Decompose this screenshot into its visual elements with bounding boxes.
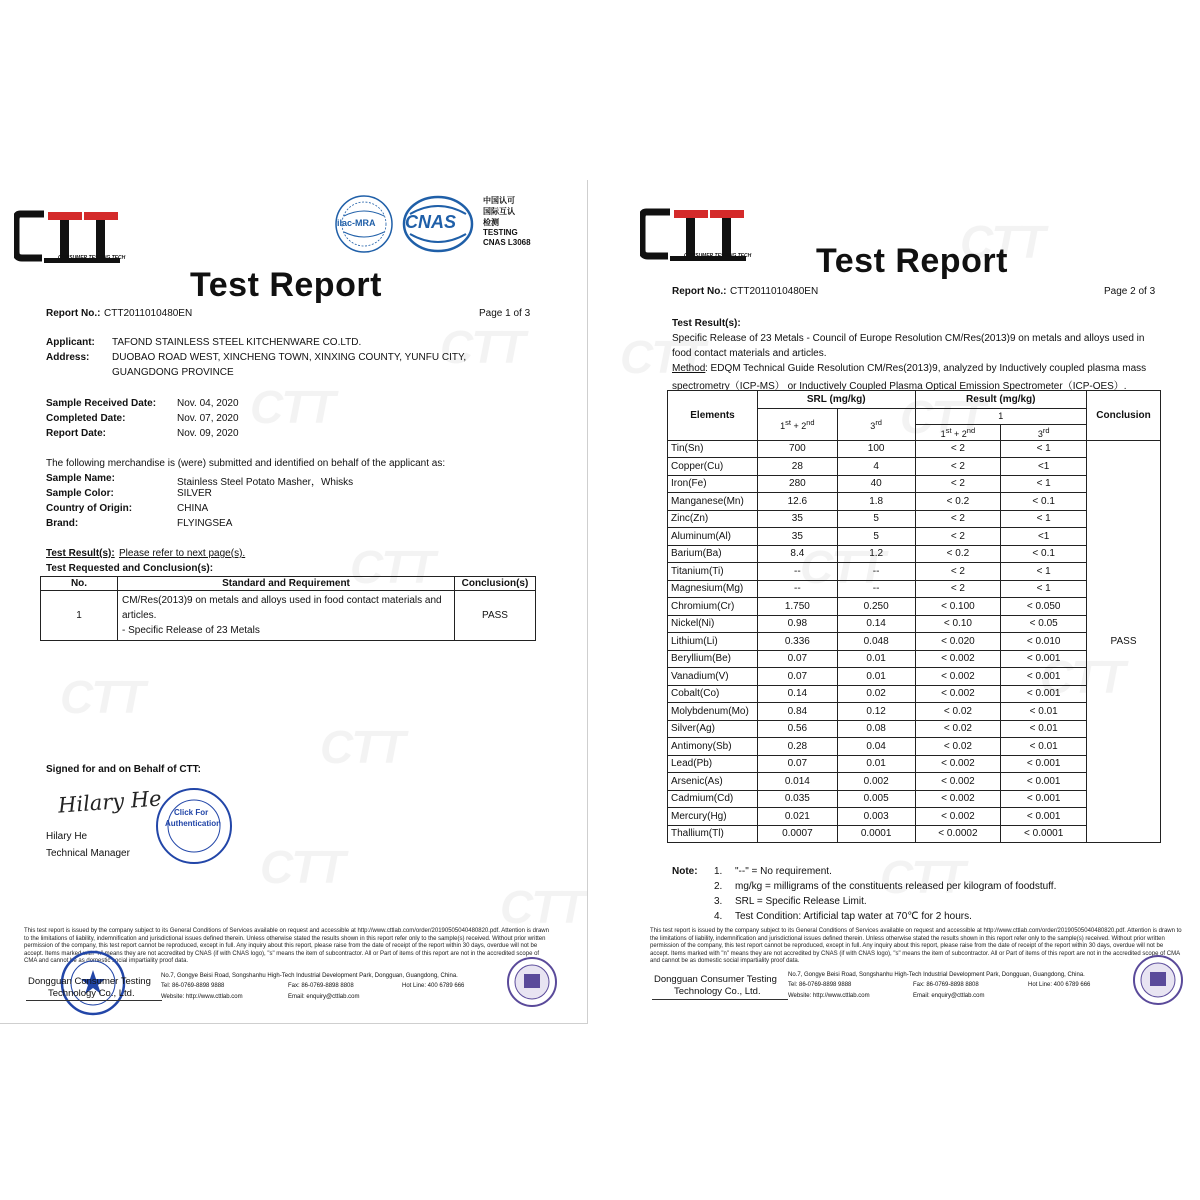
footer-email[interactable]: Email: enquiry@cttlab.com — [913, 993, 985, 999]
note-text: "--" = No requirement. — [735, 866, 832, 877]
column-header: Conclusion(s) — [455, 577, 536, 591]
company-name-1: Dongguan Consumer Testing — [654, 974, 777, 985]
srl-12-cell: 0.84 — [757, 703, 837, 721]
column-header: No. — [41, 577, 118, 591]
srl-12-cell: 0.98 — [757, 615, 837, 633]
element-cell: Mercury(Hg) — [668, 808, 758, 826]
srl-12-cell: 0.56 — [757, 720, 837, 738]
srl-3-cell: 0.003 — [837, 808, 915, 826]
srl-3-cell: 0.048 — [837, 633, 915, 651]
srl-3-cell: 0.002 — [837, 773, 915, 791]
merchandise-intro: The following merchandise is (were) submitted and identified on behalf of the applicant as: — [46, 458, 446, 469]
result-12-cell: < 2 — [915, 510, 1001, 528]
footer-email[interactable]: Email: enquiry@cttlab.com — [288, 994, 360, 1000]
report-date: Nov. 09, 2020 — [177, 428, 239, 439]
report-no-label: Report No.: — [672, 286, 727, 297]
standard-line: articles. — [122, 610, 157, 621]
result-12-cell: < 2 — [915, 563, 1001, 581]
result-3-cell: < 0.1 — [1001, 493, 1087, 511]
srl-12-cell: 35 — [757, 528, 837, 546]
column-header-result: Result (mg/kg) — [915, 391, 1087, 409]
srl-12-cell: 0.28 — [757, 738, 837, 756]
result-12-cell: < 0.02 — [915, 720, 1001, 738]
footer-fax: Fax: 86-0769-8898 8808 — [288, 983, 354, 989]
sub-header-result-12: 1st + 2nd — [915, 424, 1001, 440]
srl-3-cell: 0.08 — [837, 720, 915, 738]
watermark — [440, 320, 523, 374]
sample-name: Stainless Steel Potato Masher，Whisks — [177, 477, 354, 488]
result-12-cell: < 0.10 — [915, 615, 1001, 633]
srl-3-cell: 0.01 — [837, 668, 915, 686]
results-line-2: food contact materials and articles. — [672, 348, 827, 359]
srl-12-cell: 35 — [757, 510, 837, 528]
column-header-conclusion: Conclusion — [1087, 391, 1161, 441]
sample-color-label: Sample Color: — [46, 488, 114, 499]
srl-12-cell: 280 — [757, 475, 837, 493]
element-cell: Zinc(Zn) — [668, 510, 758, 528]
signer-name: Hilary He — [46, 831, 88, 842]
watermark — [260, 840, 343, 894]
report-date-label: Report Date: — [46, 428, 107, 439]
page-number: Page 2 of 3 — [1104, 286, 1156, 297]
srl-3-cell: -- — [837, 580, 915, 598]
srl-12-cell: 0.07 — [757, 668, 837, 686]
srl-3-cell: 0.005 — [837, 790, 915, 808]
srl-3-cell: 0.0001 — [837, 825, 915, 843]
cnas-cn-1: 中国认可 — [483, 196, 515, 205]
result-3-cell: < 0.001 — [1001, 808, 1087, 826]
row-number: 1 — [41, 591, 118, 641]
report-page-1 — [0, 180, 588, 1024]
element-cell: Beryllium(Be) — [668, 650, 758, 668]
result-12-cell: < 0.02 — [915, 703, 1001, 721]
received-date-label: Sample Received Date: — [46, 398, 157, 409]
srl-3-cell: 0.02 — [837, 685, 915, 703]
srl-12-cell: 1.750 — [757, 598, 837, 616]
srl-12-cell: 0.0007 — [757, 825, 837, 843]
disclaimer: This test report is issued by the company subject to its General Conditions of Services available on request and accessible at http://www.cttlab.com/order/20190505040480820.pdf. Attention is drawn to the limitations of liability, indemnification and jurisdictional issues defined therein. Unless otherwise stated the results shown in this report refer only to the sample(s) received. Without prior written permission of the company, this test report cannot be reproduced, except in full. Any inquiry about this report, please raise from the date of receipt of the report within 30 days, overdue will not be accept. Items marked with "n" means they are not accredited by CNAS (if with CNAS logo), "s" means the item of subcontractor. All or Part of items of this report are not in the accredited scope of CMA and cannot be as domestic social impartiality proof data. — [650, 928, 1182, 964]
element-cell: Arsenic(As) — [668, 773, 758, 791]
sub-header-srl-3: 3rd — [837, 408, 915, 440]
company-name-2: Technology Co., Ltd. — [674, 986, 761, 997]
result-3-cell: < 0.0001 — [1001, 825, 1087, 843]
footer-tel: Tel: 86-0769-8898 9888 — [161, 983, 225, 989]
result-3-cell: <1 — [1001, 528, 1087, 546]
srl-12-cell: 0.07 — [757, 650, 837, 668]
signer-title: Technical Manager — [46, 848, 130, 859]
stamp-inner-1: Click For — [174, 808, 209, 817]
brand-label: Brand: — [46, 518, 79, 529]
srl-3-cell: 5 — [837, 510, 915, 528]
element-cell: Copper(Cu) — [668, 458, 758, 476]
result-3-cell: < 0.1 — [1001, 545, 1087, 563]
applicant-value: TAFOND STAINLESS STEEL KITCHENWARE CO.LTD. — [112, 337, 362, 348]
footer-hotline: Hot Line: 400 6789 666 — [1028, 982, 1091, 988]
result-12-cell: < 0.002 — [915, 685, 1001, 703]
srl-3-cell: -- — [837, 563, 915, 581]
note-number: 1. — [714, 866, 723, 877]
origin-label: Country of Origin: — [46, 503, 133, 514]
table-header-row — [668, 391, 1161, 409]
watermark — [250, 380, 333, 434]
result-12-cell: < 2 — [915, 475, 1001, 493]
result-3-cell: < 0.050 — [1001, 598, 1087, 616]
logo-tagline: CONSUMER TESTING TECH — [58, 255, 126, 261]
srl-12-cell: 0.021 — [757, 808, 837, 826]
conclusion-table — [40, 576, 536, 641]
address-line-1: DUOBAO ROAD WEST, XINCHENG TOWN, XINXING COUNTY, YUNFU CITY, — [112, 352, 467, 363]
result-3-cell: < 0.001 — [1001, 685, 1087, 703]
result-12-cell: < 0.002 — [915, 755, 1001, 773]
results-label: Test Result(s): — [672, 318, 741, 329]
srl-12-cell: 12.6 — [757, 493, 837, 511]
result-12-cell: < 0.0002 — [915, 825, 1001, 843]
results-label: Test Result(s): — [46, 548, 115, 559]
result-3-cell: < 1 — [1001, 440, 1087, 458]
footer-address: No.7, Gongye Beisi Road, Songshanhu High-Tech Industrial Development Park, Dongguan, Guangdong, China. — [788, 972, 1085, 978]
cnas-code: CNAS L3068 — [483, 238, 531, 247]
result-3-cell: < 0.05 — [1001, 615, 1087, 633]
company-name-1: Dongguan Consumer Testing — [28, 976, 151, 987]
table-header-row — [41, 577, 536, 591]
footer-divider — [26, 1000, 162, 1001]
company-name-2: Technology Co., Ltd. — [48, 988, 135, 999]
conclusion-cell: PASS — [455, 591, 536, 641]
watermark — [880, 850, 963, 904]
result-12-cell: < 0.020 — [915, 633, 1001, 651]
column-header: Standard and Requirement — [118, 577, 455, 591]
disclaimer: This test report is issued by the company subject to its General Conditions of Services available on request and accessible at http://www.cttlab.com/order/20190505040480820.pdf. Attention is drawn to the limitations of liability, indemnification and jurisdictional issues defined therein. Unless otherwise stated the results shown in this report refer only to the sample(s) received. Without prior written permission of the company, this test report cannot be reproduced, except in full. Any inquiry about this report, please raise from the date of receipt of the report within 30 days, overdue will not be accept. Items marked with "n" means they are not accredited by CNAS (if with CNAS logo), "s" means the item of subcontractor. All or Part of items of this report are not in the accredited scope of CMA and cannot be as domestic social impartiality proof data. — [24, 928, 549, 964]
element-cell: Molybdenum(Mo) — [668, 703, 758, 721]
ctt-logo — [14, 210, 126, 270]
watermark — [60, 670, 143, 724]
srl-3-cell: 40 — [837, 475, 915, 493]
requested-label: Test Requested and Conclusion(s): — [46, 563, 214, 574]
result-12-cell: < 2 — [915, 580, 1001, 598]
emblem-icon — [1132, 954, 1184, 1006]
report-no: CTT2011010480EN — [104, 308, 193, 319]
footer-website[interactable]: Website: http://www.cttlab.com — [788, 993, 870, 999]
result-3-cell: < 0.001 — [1001, 790, 1087, 808]
note-number: 4. — [714, 911, 723, 922]
results-text: Please refer to next page(s). — [119, 548, 246, 559]
note-text: SRL = Specific Release Limit. — [735, 896, 867, 907]
result-12-cell: < 2 — [915, 528, 1001, 546]
sample-name-label: Sample Name: — [46, 473, 115, 484]
standard-cell — [118, 591, 455, 641]
watermark — [500, 880, 583, 934]
srl-12-cell: -- — [757, 580, 837, 598]
result-12-cell: < 0.002 — [915, 668, 1001, 686]
footer-hotline: Hot Line: 400 6789 666 — [402, 983, 465, 989]
result-12-cell: < 2 — [915, 458, 1001, 476]
sub-header-result-3: 3rd — [1001, 424, 1087, 440]
srl-3-cell: 0.04 — [837, 738, 915, 756]
srl-12-cell: 0.07 — [757, 755, 837, 773]
conclusion-cell: PASS — [1087, 440, 1161, 843]
footer-fax: Fax: 86-0769-8898 8808 — [913, 982, 979, 988]
result-12-cell: < 0.02 — [915, 738, 1001, 756]
result-3-cell: < 1 — [1001, 510, 1087, 528]
srl-3-cell: 1.8 — [837, 493, 915, 511]
report-page-2 — [600, 180, 1200, 1024]
sample-color: SILVER — [177, 488, 212, 499]
srl-3-cell: 5 — [837, 528, 915, 546]
srl-12-cell: 0.035 — [757, 790, 837, 808]
element-cell: Magnesium(Mg) — [668, 580, 758, 598]
note-text: mg/kg = milligrams of the constituents released per kilogram of foodstuff. — [735, 881, 1057, 892]
standard-line: - Specific Release of 23 Metals — [122, 625, 260, 636]
element-cell: Aluminum(Al) — [668, 528, 758, 546]
element-cell: Iron(Fe) — [668, 475, 758, 493]
srl-3-cell: 1.2 — [837, 545, 915, 563]
result-12-cell: < 0.002 — [915, 808, 1001, 826]
watermark — [320, 720, 403, 774]
srl-3-cell: 0.01 — [837, 755, 915, 773]
emblem-icon — [506, 956, 558, 1008]
footer-tel: Tel: 86-0769-8898 9888 — [788, 982, 852, 988]
srl-12-cell: 0.14 — [757, 685, 837, 703]
srl-3-cell: 0.14 — [837, 615, 915, 633]
method-line-1: : EDQM Technical Guide Resolution CM/Res(2013)9, analyzed by Inductively coupled plasma mass — [705, 363, 1147, 374]
element-cell: Titanium(Ti) — [668, 563, 758, 581]
result-12-cell: < 0.002 — [915, 790, 1001, 808]
result-12-cell: < 0.002 — [915, 773, 1001, 791]
srl-12-cell: 700 — [757, 440, 837, 458]
element-cell: Lithium(Li) — [668, 633, 758, 651]
stamp-inner-2: Authentication — [165, 819, 221, 828]
sample-number: 1 — [915, 408, 1087, 424]
result-12-cell: < 0.2 — [915, 493, 1001, 511]
result-12-cell: < 2 — [915, 440, 1001, 458]
cnas-cn-2: 国际互认 — [483, 207, 515, 216]
sub-header-srl-12: 1st + 2nd — [757, 408, 837, 440]
result-3-cell: < 1 — [1001, 475, 1087, 493]
result-3-cell: < 0.001 — [1001, 773, 1087, 791]
completed-date: Nov. 07, 2020 — [177, 413, 239, 424]
footer-divider — [652, 999, 788, 1000]
note-number: 2. — [714, 881, 723, 892]
srl-3-cell: 4 — [837, 458, 915, 476]
report-no-label: Report No.: — [46, 308, 101, 319]
page-title: Test Report — [190, 266, 382, 304]
element-cell: Antimony(Sb) — [668, 738, 758, 756]
result-3-cell: < 1 — [1001, 580, 1087, 598]
note-number: 3. — [714, 896, 723, 907]
result-3-cell: < 0.01 — [1001, 703, 1087, 721]
page-number: Page 1 of 3 — [479, 308, 531, 319]
table-row — [668, 440, 1161, 458]
srl-3-cell: 100 — [837, 440, 915, 458]
page-title: Test Report — [816, 242, 1008, 280]
note-label: Note: — [672, 866, 698, 877]
results-line-1: Specific Release of 23 Metals - Council of Europe Resolution CM/Res(2013)9 on metals and alloys used in — [672, 333, 1145, 344]
result-3-cell: < 0.01 — [1001, 738, 1087, 756]
column-header-elements: Elements — [668, 391, 758, 441]
brand: FLYINGSEA — [177, 518, 233, 529]
completed-date-label: Completed Date: — [46, 413, 126, 424]
logo-tagline: CONSUMER TESTING TECH — [684, 253, 752, 259]
result-3-cell: <1 — [1001, 458, 1087, 476]
element-cell: Thallium(Tl) — [668, 825, 758, 843]
element-cell: Silver(Ag) — [668, 720, 758, 738]
metals-results-table — [667, 390, 1161, 843]
ctt-logo — [640, 208, 752, 268]
result-3-cell: < 0.001 — [1001, 650, 1087, 668]
note-text: Test Condition: Artificial tap water at 70℃ for 2 hours. — [735, 911, 972, 922]
method-label: Method — [672, 363, 706, 374]
srl-12-cell: -- — [757, 563, 837, 581]
srl-3-cell: 0.250 — [837, 598, 915, 616]
element-cell: Manganese(Mn) — [668, 493, 758, 511]
table-row — [41, 591, 536, 641]
cnas-text: CNAS — [405, 212, 457, 232]
ilac-text: ilac-MRA — [337, 218, 376, 228]
srl-12-cell: 0.336 — [757, 633, 837, 651]
result-3-cell: < 0.010 — [1001, 633, 1087, 651]
footer-address: No.7, Gongye Beisi Road, Songshanhu High-Tech Industrial Development Park, Dongguan, Guangdong, China. — [161, 973, 458, 979]
cnas-testing: TESTING — [483, 228, 518, 237]
srl-12-cell: 8.4 — [757, 545, 837, 563]
srl-3-cell: 0.01 — [837, 650, 915, 668]
address-line-2: GUANGDONG PROVINCE — [112, 367, 234, 378]
result-3-cell: < 1 — [1001, 563, 1087, 581]
element-cell: Vanadium(V) — [668, 668, 758, 686]
result-3-cell: < 0.001 — [1001, 755, 1087, 773]
srl-12-cell: 0.014 — [757, 773, 837, 791]
origin: CHINA — [177, 503, 209, 514]
element-cell: Cadmium(Cd) — [668, 790, 758, 808]
element-cell: Nickel(Ni) — [668, 615, 758, 633]
element-cell: Tin(Sn) — [668, 440, 758, 458]
result-12-cell: < 0.002 — [915, 650, 1001, 668]
result-12-cell: < 0.2 — [915, 545, 1001, 563]
cnas-cn-3: 检测 — [483, 218, 499, 227]
signed-label: Signed for and on Behalf of CTT: — [46, 764, 201, 775]
applicant-label: Applicant: — [46, 337, 95, 348]
report-no: CTT2011010480EN — [730, 286, 819, 297]
method-line-2: spectrometry（ICP-MS） or Inductively Coupled Plasma Optical Emission Spectrometer（ICP-OES）. — [672, 381, 1127, 392]
element-cell: Chromium(Cr) — [668, 598, 758, 616]
result-3-cell: < 0.001 — [1001, 668, 1087, 686]
srl-3-cell: 0.12 — [837, 703, 915, 721]
result-3-cell: < 0.01 — [1001, 720, 1087, 738]
result-12-cell: < 0.100 — [915, 598, 1001, 616]
srl-12-cell: 28 — [757, 458, 837, 476]
element-cell: Barium(Ba) — [668, 545, 758, 563]
signature: Hilary He — [57, 786, 163, 818]
element-cell: Lead(Pb) — [668, 755, 758, 773]
footer-website[interactable]: Website: http://www.cttlab.com — [161, 994, 243, 1000]
standard-line: CM/Res(2013)9 on metals and alloys used in food contact materials and — [122, 595, 442, 606]
received-date: Nov. 04, 2020 — [177, 398, 239, 409]
address-label: Address: — [46, 352, 90, 363]
element-cell: Cobalt(Co) — [668, 685, 758, 703]
column-header-srl: SRL (mg/kg) — [757, 391, 915, 409]
